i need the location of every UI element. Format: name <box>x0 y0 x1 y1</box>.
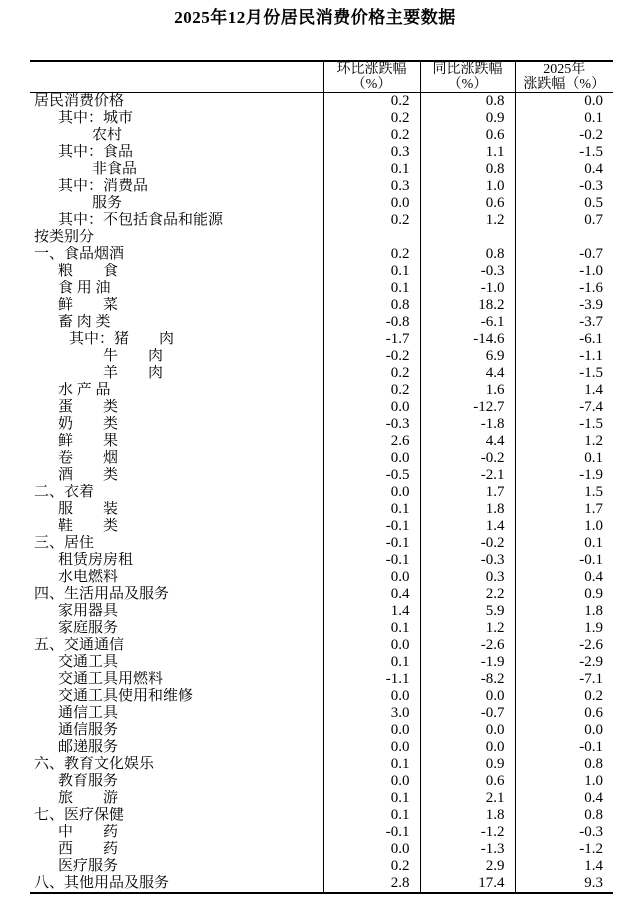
row-value-yoy: 0.6 <box>420 127 515 144</box>
table-row <box>30 399 613 416</box>
row-value-mom: 0.1 <box>323 790 420 807</box>
row-value-yoy: 1.7 <box>420 484 515 501</box>
row-label: 其中：城市 <box>58 110 134 126</box>
row-value-yoy: -0.3 <box>420 552 515 569</box>
header-mom-line1: 环比涨跌幅 <box>336 62 407 77</box>
row-value-mom: 0.0 <box>323 399 420 416</box>
row-value-mom: 0.0 <box>323 637 420 654</box>
row-value-yoy: -0.2 <box>420 450 515 467</box>
row-value-mom: 2.6 <box>323 433 420 450</box>
row-value-ytd: 0.9 <box>515 586 613 603</box>
row-label: 牛 肉 <box>103 348 164 364</box>
header-cell-yoy <box>420 61 515 93</box>
row-value-yoy: 4.4 <box>420 433 515 450</box>
table-row <box>30 161 613 178</box>
row-value-yoy: 1.1 <box>420 144 515 161</box>
row-label: 水电燃料 <box>58 569 119 585</box>
row-label: 羊 肉 <box>103 365 164 381</box>
table-row <box>30 110 613 127</box>
row-label: 西 药 <box>58 841 119 857</box>
row-label: 家用器具 <box>58 603 119 619</box>
row-value-ytd: -1.5 <box>515 365 613 382</box>
row-value-mom: 0.2 <box>323 93 420 111</box>
header-mom-line2: （%） <box>351 77 392 92</box>
row-value-yoy: -1.9 <box>420 654 515 671</box>
row-value-ytd: -0.1 <box>515 739 613 756</box>
row-label: 鲜 果 <box>58 433 119 449</box>
row-value-yoy: 0.0 <box>420 688 515 705</box>
row-value-yoy: -2.1 <box>420 467 515 484</box>
row-value-ytd: 0.7 <box>515 212 613 229</box>
row-value-ytd: -6.1 <box>515 331 613 348</box>
table-row <box>30 433 613 450</box>
row-value-ytd: 0.4 <box>515 161 613 178</box>
table-row <box>30 654 613 671</box>
row-value-yoy: -1.8 <box>420 416 515 433</box>
table-row <box>30 807 613 824</box>
row-value-ytd: 1.0 <box>515 773 613 790</box>
row-label: 教育服务 <box>58 773 119 789</box>
row-value-yoy: 1.8 <box>420 807 515 824</box>
row-value-mom: 0.2 <box>323 858 420 875</box>
row-value-yoy: -1.2 <box>420 824 515 841</box>
row-value-yoy: -8.2 <box>420 671 515 688</box>
table-row <box>30 314 613 331</box>
row-value-mom: 0.0 <box>323 484 420 501</box>
row-value-mom: 0.0 <box>323 569 420 586</box>
row-value-yoy: 0.3 <box>420 569 515 586</box>
row-label: 畜 肉 类 <box>58 314 111 330</box>
row-value-yoy: 4.4 <box>420 365 515 382</box>
row-value-ytd: 0.0 <box>515 93 613 111</box>
row-label: 农村 <box>92 127 123 143</box>
row-value-yoy: 2.2 <box>420 586 515 603</box>
row-value-yoy: 5.9 <box>420 603 515 620</box>
row-value-mom: 0.0 <box>323 195 420 212</box>
row-value-mom: 0.1 <box>323 620 420 637</box>
row-value-ytd: 1.2 <box>515 433 613 450</box>
row-value-ytd: 0.1 <box>515 535 613 552</box>
row-value-mom: 3.0 <box>323 705 420 722</box>
row-value-ytd <box>515 229 613 246</box>
row-value-yoy: 0.8 <box>420 246 515 263</box>
row-label: 其中：消费品 <box>58 178 149 194</box>
table-row <box>30 824 613 841</box>
row-value-ytd: 0.4 <box>515 790 613 807</box>
row-label: 其中：食品 <box>58 144 134 160</box>
row-value-yoy: -2.6 <box>420 637 515 654</box>
row-value-mom: 0.2 <box>323 127 420 144</box>
table-row <box>30 93 613 111</box>
header-cell-ytd <box>515 61 613 93</box>
table-row <box>30 535 613 552</box>
row-label: 四、生活用品及服务 <box>34 586 170 602</box>
row-value-mom: -1.1 <box>323 671 420 688</box>
header-yoy-line1: 同比涨跌幅 <box>432 62 503 77</box>
row-value-ytd: -0.7 <box>515 246 613 263</box>
table-row <box>30 382 613 399</box>
row-label: 非食品 <box>92 161 138 177</box>
row-label: 中 药 <box>58 824 119 840</box>
row-value-mom: 0.1 <box>323 280 420 297</box>
table-row <box>30 875 613 893</box>
row-value-ytd: 0.8 <box>515 807 613 824</box>
row-value-ytd: -7.1 <box>515 671 613 688</box>
row-value-ytd: -0.2 <box>515 127 613 144</box>
table-row <box>30 790 613 807</box>
row-value-mom: 0.0 <box>323 688 420 705</box>
row-value-mom <box>323 229 420 246</box>
row-label: 邮递服务 <box>58 739 119 755</box>
row-value-yoy: 1.2 <box>420 620 515 637</box>
table-row <box>30 705 613 722</box>
row-label: 一、食品烟酒 <box>34 246 125 262</box>
row-value-ytd: 1.5 <box>515 484 613 501</box>
table-row <box>30 484 613 501</box>
row-label: 服务 <box>92 195 123 211</box>
row-value-mom: 0.0 <box>323 722 420 739</box>
table-row <box>30 212 613 229</box>
row-value-ytd: -1.9 <box>515 467 613 484</box>
page-title: 2025年12月份居民消费价格主要数据 <box>174 8 456 27</box>
row-value-ytd: 9.3 <box>515 875 613 893</box>
table-row <box>30 144 613 161</box>
row-value-mom: 0.2 <box>323 212 420 229</box>
row-value-yoy: -1.0 <box>420 280 515 297</box>
row-value-yoy: -0.3 <box>420 263 515 280</box>
row-value-yoy: -0.7 <box>420 705 515 722</box>
row-label: 奶 类 <box>58 416 119 432</box>
row-label: 二、衣着 <box>34 484 95 500</box>
table-row <box>30 331 613 348</box>
row-value-ytd: 1.0 <box>515 518 613 535</box>
row-value-ytd: -7.4 <box>515 399 613 416</box>
table-row <box>30 858 613 875</box>
row-value-ytd: -1.5 <box>515 416 613 433</box>
table-row <box>30 637 613 654</box>
row-value-mom: -0.2 <box>323 348 420 365</box>
row-label: 酒 类 <box>58 467 119 483</box>
table-row <box>30 178 613 195</box>
cpi-table <box>30 60 613 894</box>
table-row <box>30 841 613 858</box>
row-label: 通信服务 <box>58 722 119 738</box>
row-label: 三、居住 <box>34 535 95 551</box>
row-label: 其中：猪 肉 <box>69 331 175 347</box>
table-body <box>30 93 613 894</box>
row-value-mom: 0.0 <box>323 773 420 790</box>
table-row <box>30 365 613 382</box>
row-label: 七、医疗保健 <box>34 807 125 823</box>
row-value-ytd: 0.6 <box>515 705 613 722</box>
table-row <box>30 416 613 433</box>
row-value-yoy: 2.1 <box>420 790 515 807</box>
row-label: 水 产 品 <box>58 382 111 398</box>
table-row <box>30 450 613 467</box>
row-value-ytd: 0.5 <box>515 195 613 212</box>
row-value-mom: 0.0 <box>323 739 420 756</box>
row-value-yoy: 0.8 <box>420 161 515 178</box>
row-value-yoy: -14.6 <box>420 331 515 348</box>
row-value-mom: 0.8 <box>323 297 420 314</box>
table-row <box>30 586 613 603</box>
table-row <box>30 246 613 263</box>
row-value-ytd: -3.7 <box>515 314 613 331</box>
row-value-yoy: 0.9 <box>420 756 515 773</box>
table-row <box>30 501 613 518</box>
row-value-mom: -0.1 <box>323 518 420 535</box>
row-value-yoy: 1.8 <box>420 501 515 518</box>
row-value-yoy: 18.2 <box>420 297 515 314</box>
row-value-mom: 0.1 <box>323 756 420 773</box>
row-value-ytd: 1.9 <box>515 620 613 637</box>
row-value-yoy: 0.0 <box>420 739 515 756</box>
table-row <box>30 620 613 637</box>
row-label: 鞋 类 <box>58 518 119 534</box>
row-value-ytd: -1.1 <box>515 348 613 365</box>
table-row <box>30 671 613 688</box>
row-label: 医疗服务 <box>58 858 119 874</box>
row-label: 交通工具 <box>58 654 119 670</box>
table-row <box>30 280 613 297</box>
row-value-mom: 0.1 <box>323 263 420 280</box>
row-value-ytd: 1.7 <box>515 501 613 518</box>
row-value-mom: 0.3 <box>323 144 420 161</box>
row-value-yoy: 1.2 <box>420 212 515 229</box>
table-row <box>30 552 613 569</box>
header-cell-category <box>30 61 323 93</box>
header-ytd-line2: 涨跌幅（%） <box>523 77 606 92</box>
row-value-mom: 0.1 <box>323 807 420 824</box>
table-row <box>30 297 613 314</box>
row-value-yoy: 2.9 <box>420 858 515 875</box>
row-value-ytd: -0.1 <box>515 552 613 569</box>
row-value-yoy: -6.1 <box>420 314 515 331</box>
row-value-mom: -0.1 <box>323 535 420 552</box>
row-value-mom: 0.1 <box>323 161 420 178</box>
row-label: 租赁房房租 <box>58 552 134 568</box>
row-value-ytd: -3.9 <box>515 297 613 314</box>
row-value-mom: -0.1 <box>323 552 420 569</box>
row-label: 家庭服务 <box>58 620 119 636</box>
table-row <box>30 127 613 144</box>
row-value-mom: 0.1 <box>323 501 420 518</box>
row-label: 鲜 菜 <box>58 297 119 313</box>
table-row <box>30 518 613 535</box>
row-value-mom: 0.2 <box>323 110 420 127</box>
row-value-ytd: 0.8 <box>515 756 613 773</box>
row-label: 旅 游 <box>58 790 119 806</box>
row-value-ytd: 0.1 <box>515 110 613 127</box>
row-value-mom: -0.3 <box>323 416 420 433</box>
row-value-yoy: 0.8 <box>420 93 515 111</box>
row-value-mom: 0.0 <box>323 841 420 858</box>
row-value-yoy: 1.6 <box>420 382 515 399</box>
table-row <box>30 756 613 773</box>
row-value-ytd: 1.8 <box>515 603 613 620</box>
row-value-yoy: -1.3 <box>420 841 515 858</box>
table-row <box>30 229 613 246</box>
row-value-ytd: 0.1 <box>515 450 613 467</box>
row-value-ytd: -1.2 <box>515 841 613 858</box>
row-value-yoy: 0.6 <box>420 195 515 212</box>
row-value-mom: -1.7 <box>323 331 420 348</box>
table-row <box>30 263 613 280</box>
header-cell-mom <box>323 61 420 93</box>
header-ytd-line1: 2025年 <box>543 62 586 77</box>
row-value-yoy: 0.0 <box>420 722 515 739</box>
row-value-mom: 0.2 <box>323 365 420 382</box>
row-value-yoy: 17.4 <box>420 875 515 893</box>
row-value-yoy: 1.4 <box>420 518 515 535</box>
row-value-mom: 2.8 <box>323 875 420 893</box>
table-row <box>30 688 613 705</box>
row-value-ytd: -2.6 <box>515 637 613 654</box>
row-value-mom: 0.3 <box>323 178 420 195</box>
row-value-yoy <box>420 229 515 246</box>
row-value-mom: 0.2 <box>323 246 420 263</box>
row-label: 粮 食 <box>58 263 119 279</box>
table-row <box>30 603 613 620</box>
header-row <box>30 61 613 93</box>
row-value-mom: 0.1 <box>323 654 420 671</box>
row-value-yoy: 0.6 <box>420 773 515 790</box>
row-label: 蛋 类 <box>58 399 119 415</box>
row-value-ytd: 1.4 <box>515 382 613 399</box>
row-value-ytd: 1.4 <box>515 858 613 875</box>
row-value-mom: -0.5 <box>323 467 420 484</box>
row-value-mom: 1.4 <box>323 603 420 620</box>
row-value-ytd: 0.0 <box>515 722 613 739</box>
table-row <box>30 569 613 586</box>
row-label: 其中：不包括食品和能源 <box>58 212 224 228</box>
row-label: 卷 烟 <box>58 450 119 466</box>
table-row <box>30 348 613 365</box>
header-yoy-line2: （%） <box>447 77 488 92</box>
row-value-mom: -0.8 <box>323 314 420 331</box>
table-header <box>30 61 613 93</box>
row-value-yoy: -0.2 <box>420 535 515 552</box>
row-value-ytd: -0.3 <box>515 178 613 195</box>
table-row <box>30 739 613 756</box>
row-value-ytd: 0.4 <box>515 569 613 586</box>
row-label: 六、教育文化娱乐 <box>34 756 155 772</box>
row-value-ytd: -1.0 <box>515 263 613 280</box>
row-label: 居民消费价格 <box>34 93 125 109</box>
row-value-ytd: -1.6 <box>515 280 613 297</box>
row-label: 交通工具使用和维修 <box>58 688 194 704</box>
row-value-mom: 0.0 <box>323 450 420 467</box>
row-label: 食 用 油 <box>58 280 111 296</box>
row-value-mom: 0.2 <box>323 382 420 399</box>
row-value-yoy: 0.9 <box>420 110 515 127</box>
row-label: 交通工具用燃料 <box>58 671 164 687</box>
row-value-ytd: -2.9 <box>515 654 613 671</box>
row-value-ytd: -1.5 <box>515 144 613 161</box>
row-value-yoy: -12.7 <box>420 399 515 416</box>
row-label: 八、其他用品及服务 <box>34 875 170 891</box>
table-row <box>30 773 613 790</box>
row-value-ytd: 0.2 <box>515 688 613 705</box>
row-label: 通信工具 <box>58 705 119 721</box>
row-label: 服 装 <box>58 501 119 517</box>
row-value-yoy: 6.9 <box>420 348 515 365</box>
table-row <box>30 722 613 739</box>
row-value-ytd: -0.3 <box>515 824 613 841</box>
table-row <box>30 467 613 484</box>
row-label: 按类别分 <box>34 229 95 245</box>
table-row <box>30 195 613 212</box>
row-label: 五、交通通信 <box>34 637 125 653</box>
row-value-mom: 0.4 <box>323 586 420 603</box>
row-value-yoy: 1.0 <box>420 178 515 195</box>
row-value-mom: -0.1 <box>323 824 420 841</box>
